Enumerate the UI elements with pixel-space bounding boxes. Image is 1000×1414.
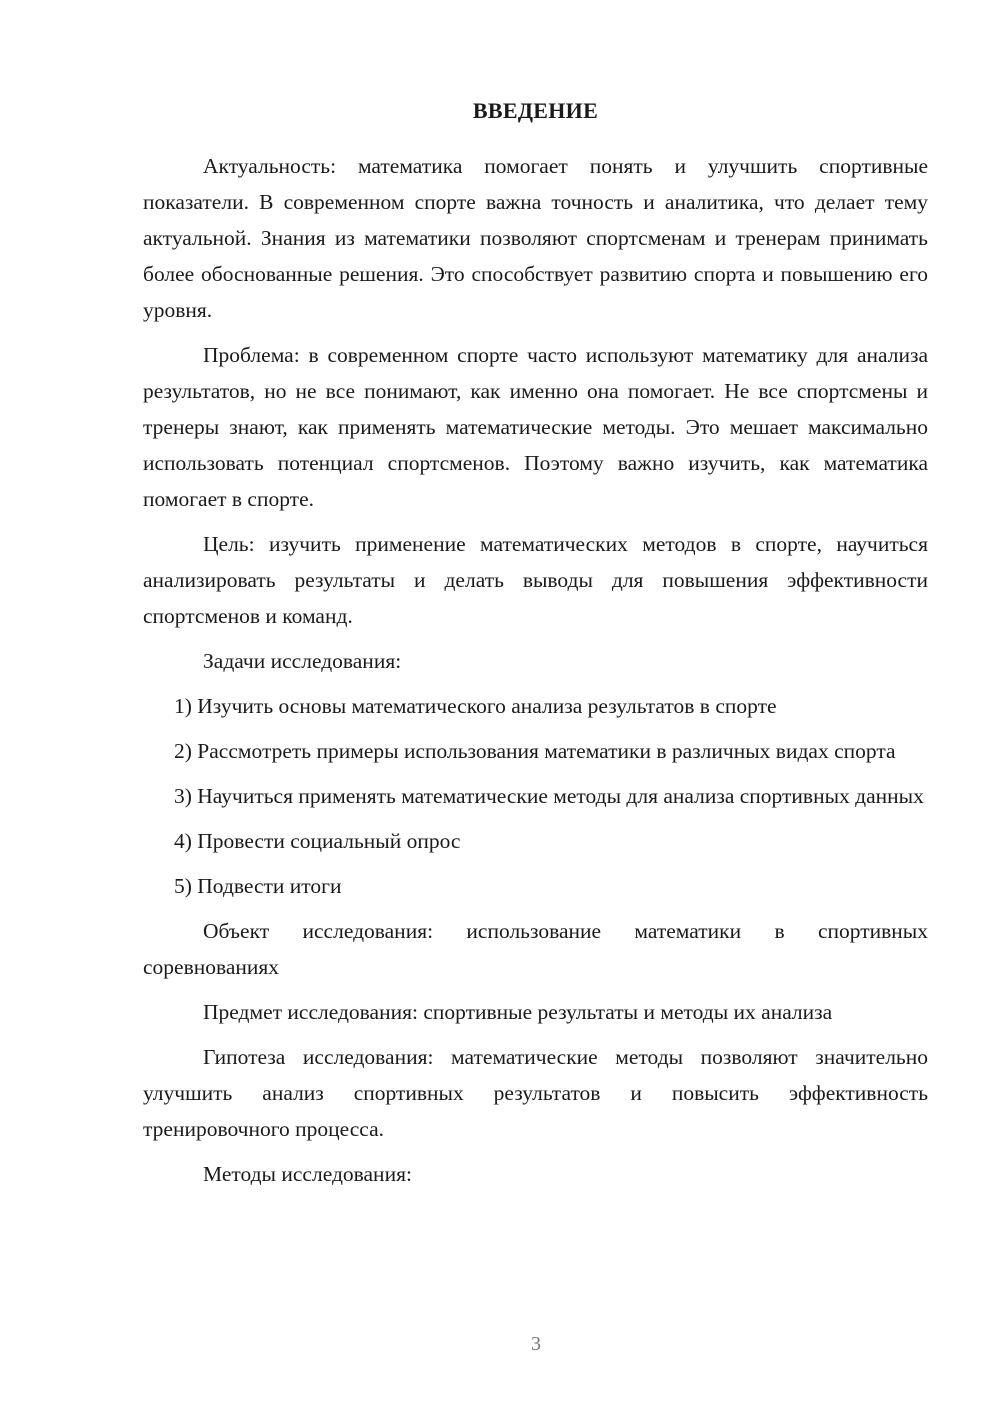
task-item-5: 5) Подвести итоги bbox=[174, 874, 342, 898]
task-item-4: 4) Провести социальный опрос bbox=[174, 829, 461, 853]
relevance-paragraph: Актуальность: математика помогает понять и улучшить спортивные показатели. В современном спорте важна точность и аналитика, что делает тему актуальной. Знания из математики позволяют спортсменам и тренерам принимать более обоснованные решения. Это способствует развитию спорта и повышению его уровня. bbox=[143, 154, 928, 322]
task-item-1: 1) Изучить основы математического анализа результатов в спорте bbox=[174, 694, 777, 718]
goal-paragraph: Цель: изучить применение математических методов в спорте, научиться анализировать результаты и делать выводы для повышения эффективности спортсменов и команд. bbox=[143, 532, 928, 628]
task-item-2: 2) Рассмотреть примеры использования математики в различных видах спорта bbox=[174, 739, 896, 763]
section-heading: ВВЕДЕНИЕ bbox=[472, 98, 599, 123]
problem-paragraph: Проблема: в современном спорте часто используют математику для анализа результатов, но не все понимают, как именно она помогает. Не все спортсмены и тренеры знают, как применять математические методы. Это мешает максимально использовать потенциал спортсменов. Поэтому важно изучить, как математика помогает в спорте. bbox=[143, 343, 928, 511]
hypothesis-paragraph: Гипотеза исследования: математические методы позволяют значительно улучшить анализ спортивных результатов и повысить эффективность тренировочного процесса. bbox=[143, 1045, 928, 1141]
subject-paragraph: Предмет исследования: спортивные результаты и методы их анализа bbox=[203, 1000, 833, 1024]
methods-heading: Методы исследования: bbox=[203, 1162, 412, 1186]
tasks-heading: Задачи исследования: bbox=[203, 649, 402, 673]
object-paragraph: Объект исследования: использование математики в спортивных соревнованиях bbox=[143, 919, 928, 979]
page-number: 3 bbox=[531, 1333, 541, 1355]
task-item-3: 3) Научиться применять математические методы для анализа спортивных данных bbox=[174, 784, 924, 808]
document-page bbox=[143, 96, 928, 1201]
